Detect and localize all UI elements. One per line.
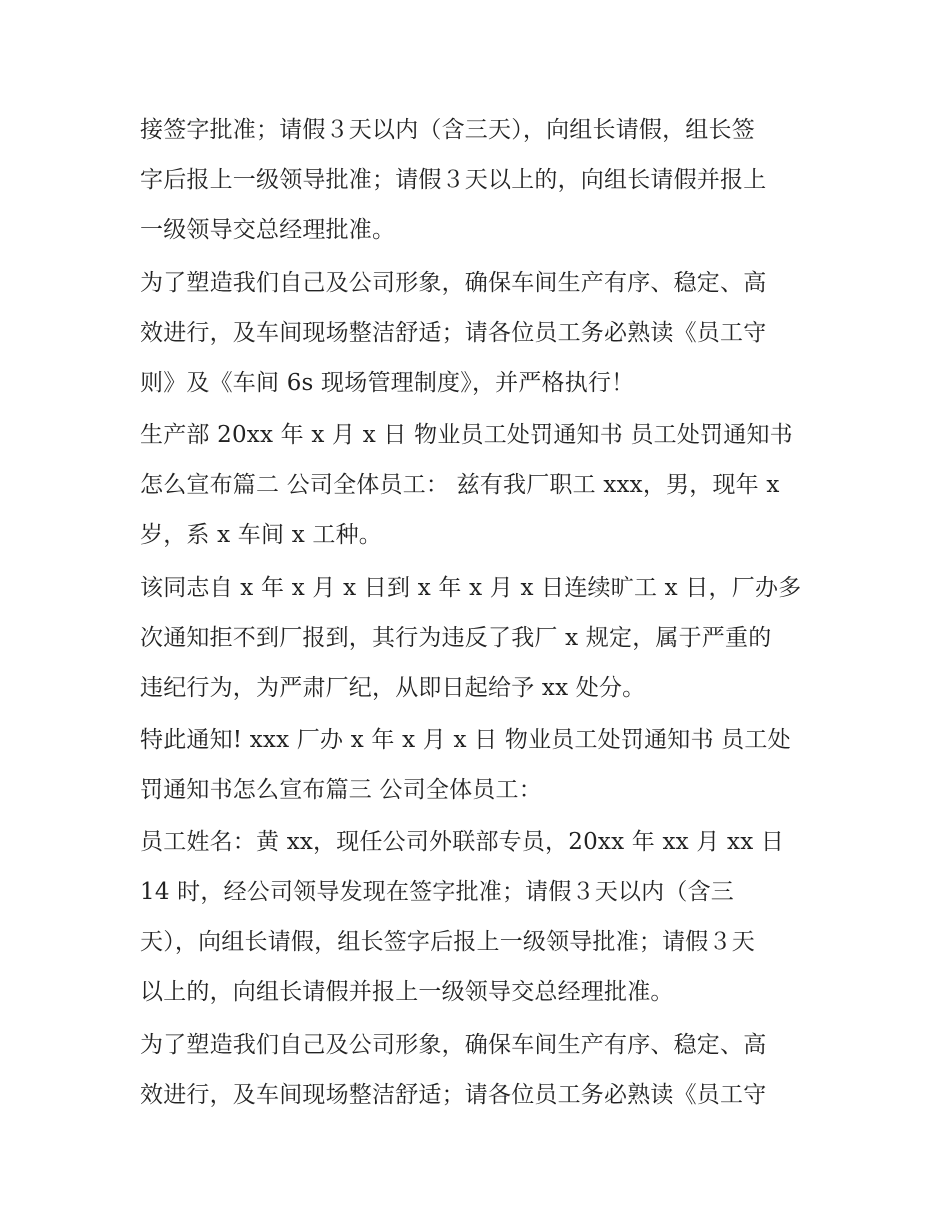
text-line: 次通知拒不到厂报到，其行为违反了我厂 x 规定，属于严重的 bbox=[140, 625, 772, 651]
text-line: 违纪行为，为严肃厂纪，从即日起给予 xx 处分。 bbox=[140, 675, 646, 701]
text-line: 效进行，及车间现场整洁舒适；请各位员工务必熟读《员工守 bbox=[140, 1082, 767, 1108]
text-line: 为了塑造我们自己及公司形象，确保车间生产有序、稳定、高 bbox=[140, 1032, 767, 1058]
text-line: 特此通知! xxx 厂办 x 年 x 月 x 日 物业员工处罚通知书 员工处 bbox=[140, 727, 791, 753]
text-line: 生产部 20xx 年 x 月 x 日 物业员工处罚通知书 员工处罚通知书 bbox=[140, 422, 793, 448]
text-line: 罚通知书怎么宣布篇三 公司全体员工： bbox=[140, 777, 542, 803]
text-line: 一级领导交总经理批准。 bbox=[140, 217, 396, 243]
text-line: 天），向组长请假，组长签字后报上一级领导批准；请假３天 bbox=[140, 929, 755, 955]
text-line: 怎么宣布篇二 公司全体员工： 兹有我厂职工 xxx，男，现年 x bbox=[140, 472, 780, 498]
text-line: 14 时，经公司领导发现在签字批准；请假３天以内（含三 bbox=[140, 879, 734, 905]
text-line: 员工姓名：黄 xx，现任公司外联部专员，20xx 年 xx 月 xx 日 bbox=[140, 829, 785, 855]
text-line: 该同志自 x 年 x 月 x 日到 x 年 x 月 x 日连续旷工 x 日，厂办多 bbox=[140, 575, 802, 601]
text-line: 为了塑造我们自己及公司形象，确保车间生产有序、稳定、高 bbox=[140, 270, 767, 296]
text-line: 接签字批准；请假３天以内（含三天），向组长请假，组长签 bbox=[140, 117, 755, 143]
text-line: 字后报上一级领导批准；请假３天以上的，向组长请假并报上 bbox=[140, 167, 767, 193]
text-line: 以上的，向组长请假并报上一级领导交总经理批准。 bbox=[140, 979, 674, 1005]
text-line: 效进行，及车间现场整洁舒适；请各位员工务必熟读《员工守 bbox=[140, 320, 767, 346]
text-line: 岁，系 x 车间 x 工种。 bbox=[140, 522, 382, 548]
text-line: 则》及《车间 6s 现场管理制度》，并严格执行！ bbox=[140, 370, 635, 396]
